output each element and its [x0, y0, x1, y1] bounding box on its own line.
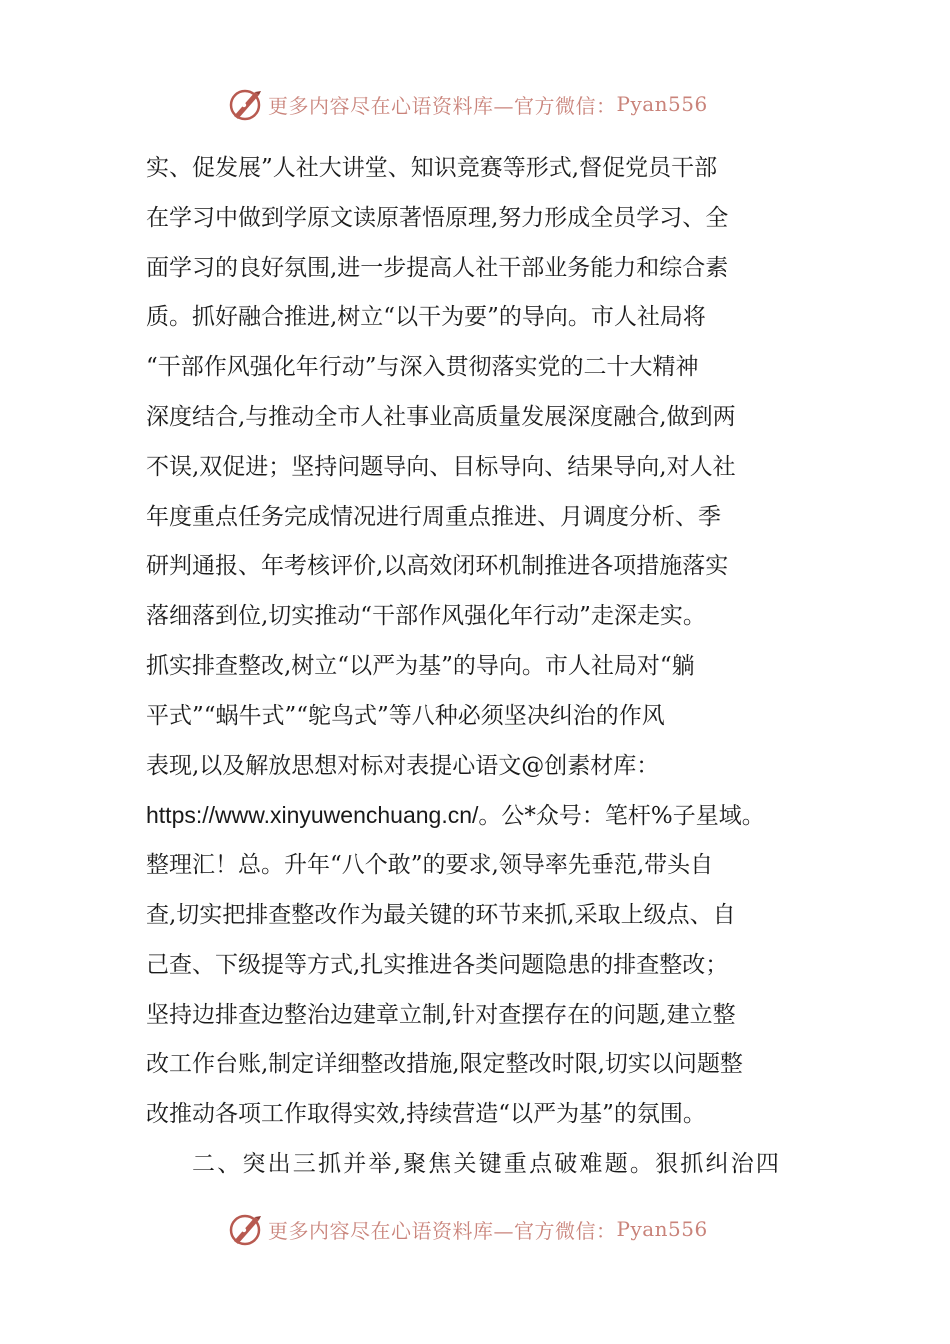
- text-line: 研判通报、年考核评价,以高效闭环机制推进各项措施落实: [146, 553, 729, 580]
- text-line: 面学习的良好氛围,进一步提高人社干部业务能力和综合素: [146, 254, 729, 281]
- text-line: 改工作台账,制定详细整改措施,限定整改时限,切实以问题整: [146, 1051, 743, 1078]
- text-line: “干部作风强化年行动”与深入贯彻落实党的二十大精神: [146, 354, 699, 381]
- text-line: 深度结合,与推动全市人社事业高质量发展深度融合,做到两: [146, 403, 736, 430]
- source-url: https://www.xinyuwenchuang.cn/: [146, 802, 479, 829]
- text-line: 不误,双促进；坚持问题导向、目标导向、结果导向,对人社: [146, 453, 736, 480]
- text-line: 查,切实把排查整改作为最关键的环节来抓,采取上级点、自: [146, 901, 736, 928]
- pen-circle-logo-icon: [228, 86, 264, 122]
- text-line-url: [146, 791, 812, 841]
- banner-wechat-handle: Pyan556: [616, 92, 708, 116]
- text-line: 整理汇！总。升年“八个敢”的要求,领导率先垂范,带头自: [146, 852, 714, 879]
- text-line: 实、促发展”人社大讲堂、知识竞赛等形式,督促党员干部: [146, 155, 718, 181]
- body-text: [146, 144, 812, 1190]
- banner-wechat-handle: Pyan556: [616, 1217, 708, 1241]
- section-heading-line: 二、突出三抓并举,聚焦关键重点破难题。狠抓纠治四: [192, 1150, 782, 1177]
- text-line: 落细落到位,切实推动“干部作风强化年行动”走深走实。: [146, 603, 706, 630]
- text-line: 表现,以及解放思想对标对表提心语文@创素材库：: [146, 752, 660, 779]
- text-line: 抓实排查整改,树立“以严为基”的导向。市人社局对“躺: [146, 652, 695, 679]
- banner-text: 更多内容尽在心语资料库—官方微信：: [268, 93, 617, 118]
- footer-banner: [228, 1209, 748, 1249]
- banner-text: 更多内容尽在心语资料库—官方微信：: [268, 1218, 617, 1243]
- text-line: 坚持边排查边整治边建章立制,针对查摆存在的问题,建立整: [146, 1001, 736, 1028]
- text-line: 平式”“蜗牛式”“鸵鸟式”等八种必须坚决纠治的作风: [146, 702, 665, 729]
- text-line: 年度重点任务完成情况进行周重点推进、月调度分析、季: [146, 503, 721, 530]
- text-fragment: 。公*众号：笔杆%子星域。: [478, 803, 765, 830]
- text-line: 在学习中做到学原文读原著悟原理,努力形成全员学习、全: [146, 204, 729, 231]
- text-line: 质。抓好融合推进,树立“以干为要”的导向。市人社局将: [146, 304, 706, 331]
- pen-circle-logo-icon: [228, 1211, 264, 1247]
- text-line: 己查、下级提等方式,扎实推进各类问题隐患的排查整改；: [146, 951, 729, 978]
- text-line: 改推动各项工作取得实效,持续营造“以严为基”的氛围。: [146, 1101, 706, 1128]
- header-banner: [228, 84, 748, 124]
